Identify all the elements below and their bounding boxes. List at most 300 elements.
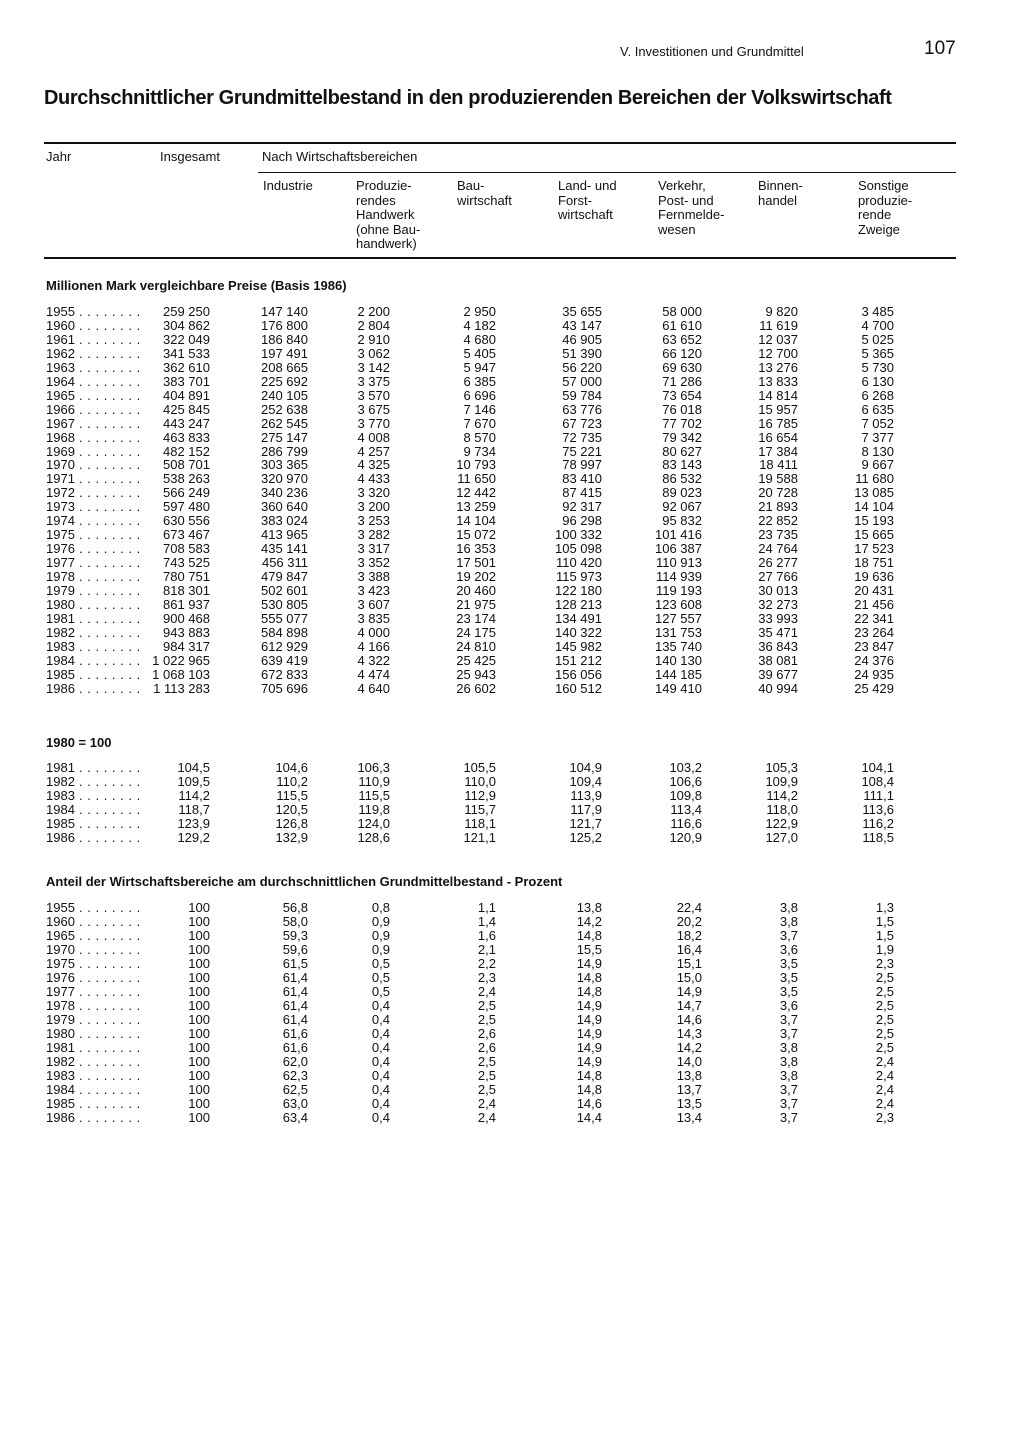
cell-sonstige: 24 376 — [854, 652, 894, 668]
cell-verkehr-post: 110 913 — [655, 555, 702, 571]
cell-industrie: 320 970 — [261, 471, 308, 487]
cell-binnenhandel: 3,7 — [779, 1012, 798, 1027]
cell-verkehr-post: 95 832 — [662, 513, 702, 529]
cell-binnenhandel: 109,9 — [765, 774, 798, 789]
cell-insgesamt: 538 263 — [163, 471, 210, 487]
cell-year: 1982 . . . — [46, 1055, 141, 1069]
cell-bauwirtschaft: 118,1 — [464, 816, 496, 831]
cell-land-forstwirtschaft: 115 973 — [555, 569, 602, 585]
cell-sonstige: 21 456 — [854, 596, 894, 612]
cell-verkehr-post: 22,4 — [676, 900, 702, 915]
cell-year: 1979 . . . — [46, 1013, 141, 1027]
cell-sonstige: 9 667 — [861, 457, 894, 473]
cell-bauwirtschaft: 2 950 — [463, 304, 496, 319]
header-handwerk: Produzie- rendes Handwerk (ohne Bau- handwerk) — [356, 178, 421, 252]
table-row — [0, 584, 1024, 598]
cell-sonstige: 11 680 — [855, 471, 894, 487]
cell-land-forstwirtschaft: 57 000 — [562, 373, 602, 389]
cell-bauwirtschaft: 9 734 — [463, 443, 496, 459]
cell-land-forstwirtschaft: 35 655 — [562, 304, 602, 319]
cell-year: 1983 . . . — [46, 640, 141, 654]
cell-bauwirtschaft: 11 650 — [457, 471, 496, 487]
cell-year: 1981 . . . — [46, 612, 141, 626]
cell-handwerk: 0,8 — [371, 900, 390, 915]
cell-insgesamt: 463 833 — [163, 429, 210, 445]
cell-verkehr-post: 123 608 — [655, 596, 702, 612]
cell-year: 1970 . . . — [46, 943, 141, 957]
cell-industrie: 176 800 — [261, 317, 308, 333]
cell-bauwirtschaft: 13 259 — [456, 499, 496, 515]
cell-land-forstwirtschaft: 145 982 — [555, 638, 602, 654]
cell-year: 1981 . . . — [46, 1041, 141, 1055]
cell-bauwirtschaft: 7 670 — [463, 415, 496, 431]
cell-industrie: 126,8 — [275, 816, 308, 831]
cell-bauwirtschaft: 2,5 — [477, 1068, 496, 1083]
cell-verkehr-post: 113,4 — [670, 802, 702, 817]
cell-handwerk: 124,0 — [357, 816, 390, 831]
cell-verkehr-post: 120,9 — [669, 830, 702, 845]
cell-sonstige: 113,6 — [862, 802, 894, 817]
cell-handwerk: 115,5 — [358, 788, 390, 803]
cell-handwerk: 2 804 — [357, 317, 390, 333]
header-group: Nach Wirtschaftsbereichen — [262, 149, 418, 164]
table-row — [0, 375, 1024, 389]
cell-sonstige: 2,4 — [875, 1096, 894, 1111]
cell-binnenhandel: 3,7 — [779, 1026, 798, 1041]
cell-sonstige: 4 700 — [861, 317, 894, 333]
cell-year: 1985 . . . — [46, 817, 141, 831]
cell-verkehr-post: 106,6 — [669, 774, 702, 789]
cell-land-forstwirtschaft: 14,9 — [576, 1012, 602, 1027]
table-row — [0, 431, 1024, 445]
cell-insgesamt: 259 250 — [163, 304, 210, 319]
cell-handwerk: 3 375 — [357, 373, 390, 389]
table-row — [0, 612, 1024, 626]
cell-bauwirtschaft: 25 425 — [456, 652, 496, 668]
cell-land-forstwirtschaft: 109,4 — [569, 774, 602, 789]
cell-land-forstwirtschaft: 59 784 — [562, 387, 602, 403]
cell-sonstige: 116,2 — [862, 816, 894, 831]
cell-verkehr-post: 140 130 — [655, 652, 702, 668]
table-row — [0, 347, 1024, 361]
cell-bauwirtschaft: 26 602 — [456, 680, 496, 696]
cell-insgesamt: 100 — [188, 942, 210, 957]
cell-land-forstwirtschaft: 75 221 — [562, 443, 602, 459]
cell-sonstige: 2,5 — [875, 970, 894, 985]
cell-year: 1965 . . . — [46, 389, 141, 403]
cell-bauwirtschaft: 24 175 — [456, 624, 496, 640]
cell-binnenhandel: 14 814 — [758, 387, 798, 403]
cell-bauwirtschaft: 2,5 — [477, 1012, 496, 1027]
cell-bauwirtschaft: 23 174 — [456, 610, 496, 626]
cell-insgesamt: 100 — [188, 1054, 210, 1069]
table-row — [0, 831, 1024, 845]
cell-verkehr-post: 92 067 — [662, 499, 702, 515]
cell-land-forstwirtschaft: 140 322 — [555, 624, 602, 640]
cell-insgesamt: 425 845 — [163, 401, 210, 417]
header-jahr: Jahr — [46, 149, 72, 164]
cell-insgesamt: 1 068 103 — [152, 666, 210, 682]
cell-handwerk: 0,4 — [371, 1082, 390, 1097]
cell-land-forstwirtschaft: 56 220 — [562, 359, 602, 375]
cell-sonstige: 20 431 — [854, 583, 894, 598]
header-binnen: Binnen- handel — [758, 178, 803, 208]
cell-insgesamt: 597 480 — [163, 499, 210, 515]
cell-land-forstwirtschaft: 13,8 — [576, 900, 602, 915]
cell-bauwirtschaft: 4 680 — [463, 331, 496, 347]
cell-binnenhandel: 3,8 — [779, 1040, 798, 1055]
cell-binnenhandel: 3,5 — [779, 970, 798, 985]
cell-bauwirtschaft: 15 072 — [456, 527, 496, 543]
cell-insgesamt: 508 701 — [163, 457, 210, 473]
cell-insgesamt: 404 891 — [163, 387, 210, 403]
cell-insgesamt: 100 — [188, 998, 210, 1013]
cell-sonstige: 23 264 — [854, 624, 894, 640]
cell-sonstige: 15 665 — [854, 527, 894, 543]
table-row — [0, 472, 1024, 486]
cell-verkehr-post: 66 120 — [662, 345, 702, 361]
cell-verkehr-post: 101 416 — [655, 527, 702, 543]
cell-year: 1984 . . . — [46, 803, 141, 817]
cell-verkehr-post: 89 023 — [662, 485, 702, 501]
cell-binnenhandel: 122,9 — [765, 816, 798, 831]
cell-sonstige: 3 485 — [861, 304, 894, 319]
cell-land-forstwirtschaft: 156 056 — [555, 666, 602, 682]
cell-verkehr-post: 127 557 — [655, 610, 702, 626]
cell-insgesamt: 100 — [188, 984, 210, 999]
cell-sonstige: 17 523 — [854, 541, 894, 557]
cell-bauwirtschaft: 2,2 — [477, 956, 496, 971]
cell-year: 1976 . . . — [46, 542, 141, 556]
cell-verkehr-post: 109,8 — [669, 788, 702, 803]
cell-handwerk: 110,9 — [358, 774, 390, 789]
table-row — [0, 957, 1024, 971]
cell-handwerk: 4 325 — [357, 457, 390, 473]
running-head: V. Investitionen und Grundmittel — [620, 44, 804, 59]
cell-handwerk: 2 910 — [357, 331, 390, 347]
cell-bauwirtschaft: 2,4 — [477, 1096, 496, 1111]
cell-industrie: 59,3 — [282, 928, 308, 943]
cell-verkehr-post: 86 532 — [662, 471, 702, 487]
cell-insgesamt: 100 — [188, 928, 210, 943]
cell-handwerk: 3 282 — [357, 527, 390, 543]
cell-land-forstwirtschaft: 160 512 — [555, 680, 602, 696]
cell-binnenhandel: 36 843 — [758, 638, 798, 654]
table-row — [0, 626, 1024, 640]
table-row — [0, 803, 1024, 817]
cell-binnenhandel: 12 037 — [758, 331, 798, 347]
cell-insgesamt: 100 — [188, 1110, 210, 1125]
cell-land-forstwirtschaft: 104,9 — [569, 760, 602, 775]
table-row — [0, 654, 1024, 668]
cell-land-forstwirtschaft: 72 735 — [562, 429, 602, 445]
cell-verkehr-post: 61 610 — [662, 317, 702, 333]
cell-verkehr-post: 14,2 — [676, 1040, 702, 1055]
cell-industrie: 275 147 — [261, 429, 308, 445]
cell-verkehr-post: 13,5 — [676, 1096, 702, 1111]
cell-handwerk: 3 200 — [357, 499, 390, 515]
cell-handwerk: 0,4 — [371, 1054, 390, 1069]
cell-binnenhandel: 127,0 — [765, 830, 798, 845]
cell-verkehr-post: 14,7 — [676, 998, 702, 1013]
cell-verkehr-post: 13,4 — [676, 1110, 702, 1125]
cell-insgesamt: 322 049 — [163, 331, 210, 347]
cell-handwerk: 106,3 — [357, 760, 390, 775]
cell-handwerk: 0,9 — [371, 928, 390, 943]
cell-insgesamt: 1 022 965 — [152, 652, 210, 668]
cell-handwerk: 3 423 — [357, 583, 390, 598]
cell-verkehr-post: 131 753 — [655, 624, 702, 640]
table-row — [0, 971, 1024, 985]
cell-binnenhandel: 17 384 — [758, 443, 798, 459]
section-title: Anteil der Wirtschaftsbereiche am durchschnittlichen Grundmittelbestand - Prozent — [46, 874, 563, 889]
table-row — [0, 682, 1024, 696]
cell-bauwirtschaft: 10 793 — [456, 457, 496, 473]
table-row — [0, 1055, 1024, 1069]
cell-binnenhandel: 22 852 — [758, 513, 798, 529]
cell-insgesamt: 304 862 — [163, 317, 210, 333]
cell-sonstige: 2,3 — [875, 956, 894, 971]
cell-bauwirtschaft: 7 146 — [463, 401, 496, 417]
cell-handwerk: 4 166 — [357, 638, 390, 654]
cell-bauwirtschaft: 2,5 — [477, 998, 496, 1013]
cell-verkehr-post: 116,6 — [670, 816, 702, 831]
cell-handwerk: 4 257 — [357, 443, 390, 459]
cell-handwerk: 3 607 — [357, 596, 390, 612]
table-row — [0, 761, 1024, 775]
cell-insgesamt: 114,2 — [178, 788, 210, 803]
cell-industrie: 286 799 — [261, 443, 308, 459]
table-row — [0, 985, 1024, 999]
cell-binnenhandel: 23 735 — [758, 527, 798, 543]
cell-bauwirtschaft: 2,4 — [477, 984, 496, 999]
cell-sonstige: 2,5 — [875, 1040, 894, 1055]
cell-land-forstwirtschaft: 117,9 — [570, 802, 602, 817]
table-row — [0, 570, 1024, 584]
cell-land-forstwirtschaft: 14,9 — [576, 998, 602, 1013]
cell-bauwirtschaft: 24 810 — [456, 638, 496, 654]
cell-industrie: 225 692 — [261, 373, 308, 389]
table-row — [0, 775, 1024, 789]
cell-land-forstwirtschaft: 15,5 — [576, 942, 602, 957]
cell-year: 1963 . . . — [46, 361, 141, 375]
cell-industrie: 413 965 — [261, 527, 308, 543]
cell-sonstige: 23 847 — [854, 638, 894, 654]
cell-industrie: 360 640 — [261, 499, 308, 515]
cell-handwerk: 3 770 — [357, 415, 390, 431]
cell-binnenhandel: 3,5 — [779, 984, 798, 999]
cell-sonstige: 7 052 — [861, 415, 894, 431]
cell-handwerk: 3 352 — [357, 555, 390, 571]
cell-insgesamt: 100 — [188, 1026, 210, 1041]
cell-land-forstwirtschaft: 14,8 — [576, 970, 602, 985]
cell-insgesamt: 100 — [188, 1012, 210, 1027]
table-row — [0, 458, 1024, 472]
cell-industrie: 612 929 — [261, 638, 308, 654]
cell-handwerk: 3 388 — [357, 569, 390, 585]
cell-land-forstwirtschaft: 92 317 — [562, 499, 602, 515]
cell-land-forstwirtschaft: 110 420 — [555, 555, 602, 571]
cell-year: 1955 . . . — [46, 901, 141, 915]
cell-binnenhandel: 3,8 — [779, 914, 798, 929]
cell-land-forstwirtschaft: 151 212 — [555, 652, 602, 668]
cell-industrie: 147 140 — [261, 304, 308, 319]
cell-verkehr-post: 13,7 — [676, 1082, 702, 1097]
cell-industrie: 383 024 — [261, 513, 308, 529]
cell-bauwirtschaft: 16 353 — [456, 541, 496, 557]
cell-sonstige: 14 104 — [854, 499, 894, 515]
cell-year: 1981 . . . — [46, 761, 141, 775]
page-number: 107 — [924, 38, 956, 59]
table-row — [0, 1027, 1024, 1041]
cell-land-forstwirtschaft: 67 723 — [562, 415, 602, 431]
cell-binnenhandel: 3,8 — [779, 1054, 798, 1069]
cell-year: 1967 . . . — [46, 417, 141, 431]
table-row — [0, 901, 1024, 915]
cell-year: 1970 . . . — [46, 458, 141, 472]
cell-sonstige: 2,5 — [875, 984, 894, 999]
cell-handwerk: 0,4 — [371, 998, 390, 1013]
cell-binnenhandel: 3,7 — [779, 1082, 798, 1097]
cell-year: 1973 . . . — [46, 500, 141, 514]
cell-verkehr-post: 149 410 — [655, 680, 702, 696]
header-sonstige: Sonstige produzie- rende Zweige — [858, 178, 913, 237]
table-row — [0, 1013, 1024, 1027]
cell-land-forstwirtschaft: 51 390 — [562, 345, 602, 361]
table-row — [0, 389, 1024, 403]
cell-industrie: 705 696 — [261, 680, 308, 696]
cell-bauwirtschaft: 4 182 — [463, 317, 496, 333]
header-industrie: Industrie — [263, 178, 313, 193]
table-row — [0, 542, 1024, 556]
cell-insgesamt: 100 — [188, 1040, 210, 1055]
cell-industrie: 58,0 — [282, 914, 308, 929]
cell-land-forstwirtschaft: 14,8 — [576, 1068, 602, 1083]
cell-binnenhandel: 27 766 — [758, 569, 798, 585]
header-insgesamt: Insgesamt — [160, 149, 220, 164]
cell-industrie: 240 105 — [261, 387, 308, 403]
cell-binnenhandel: 114,2 — [766, 788, 798, 803]
cell-land-forstwirtschaft: 14,4 — [576, 1110, 602, 1125]
cell-insgesamt: 1 113 283 — [153, 680, 210, 696]
table-row — [0, 1069, 1024, 1083]
table-row — [0, 1097, 1024, 1111]
cell-bauwirtschaft: 2,4 — [477, 1110, 496, 1125]
cell-insgesamt: 341 533 — [163, 345, 210, 361]
table-row — [0, 789, 1024, 803]
cell-sonstige: 24 935 — [854, 666, 894, 682]
cell-industrie: 62,3 — [282, 1068, 308, 1083]
cell-binnenhandel: 15 957 — [758, 401, 798, 417]
cell-insgesamt: 708 583 — [163, 541, 210, 557]
cell-sonstige: 25 429 — [854, 680, 894, 696]
cell-binnenhandel: 13 276 — [758, 359, 798, 375]
cell-insgesamt: 482 152 — [163, 443, 210, 459]
cell-bauwirtschaft: 20 460 — [456, 583, 496, 598]
cell-binnenhandel: 11 619 — [759, 317, 798, 333]
cell-bauwirtschaft: 21 975 — [456, 596, 496, 612]
cell-year: 1984 . . . — [46, 1083, 141, 1097]
cell-industrie: 59,6 — [282, 942, 308, 957]
cell-industrie: 61,4 — [282, 970, 308, 985]
cell-binnenhandel: 118,0 — [766, 802, 798, 817]
cell-handwerk: 0,4 — [371, 1096, 390, 1111]
cell-industrie: 104,6 — [275, 760, 308, 775]
cell-bauwirtschaft: 105,5 — [463, 760, 496, 775]
cell-bauwirtschaft: 1,1 — [477, 900, 496, 915]
cell-insgesamt: 100 — [188, 970, 210, 985]
cell-sonstige: 2,3 — [875, 1110, 894, 1125]
cell-insgesamt: 129,2 — [177, 830, 210, 845]
cell-handwerk: 2 200 — [357, 304, 390, 319]
cell-year: 1972 . . . — [46, 486, 141, 500]
header-land: Land- und Forst- wirtschaft — [558, 178, 617, 223]
table-row — [0, 929, 1024, 943]
cell-land-forstwirtschaft: 96 298 — [562, 513, 602, 529]
cell-year: 1962 . . . — [46, 347, 141, 361]
cell-handwerk: 0,9 — [371, 942, 390, 957]
cell-handwerk: 0,4 — [371, 1110, 390, 1125]
cell-land-forstwirtschaft: 122 180 — [555, 583, 602, 598]
cell-sonstige: 2,4 — [875, 1082, 894, 1097]
cell-handwerk: 0,5 — [371, 956, 390, 971]
cell-industrie: 584 898 — [261, 624, 308, 640]
cell-bauwirtschaft: 14 104 — [456, 513, 496, 529]
cell-insgesamt: 743 525 — [163, 555, 210, 571]
cell-handwerk: 4 000 — [357, 624, 390, 640]
cell-land-forstwirtschaft: 100 332 — [555, 527, 602, 543]
cell-bauwirtschaft: 5 947 — [463, 359, 496, 375]
cell-sonstige: 7 377 — [861, 429, 894, 445]
cell-year: 1986 . . . — [46, 1111, 141, 1125]
cell-industrie: 110,2 — [276, 774, 308, 789]
cell-insgesamt: 118,7 — [178, 802, 210, 817]
cell-bauwirtschaft: 6 385 — [463, 373, 496, 389]
table-row — [0, 640, 1024, 654]
cell-verkehr-post: 83 143 — [662, 457, 702, 473]
cell-land-forstwirtschaft: 43 147 — [562, 317, 602, 333]
cell-land-forstwirtschaft: 78 997 — [562, 457, 602, 473]
cell-handwerk: 0,4 — [371, 1040, 390, 1055]
cell-sonstige: 2,5 — [875, 1026, 894, 1041]
cell-land-forstwirtschaft: 14,9 — [576, 1026, 602, 1041]
cell-industrie: 62,5 — [282, 1082, 308, 1097]
table-row — [0, 1111, 1024, 1125]
cell-handwerk: 0,4 — [371, 1012, 390, 1027]
cell-binnenhandel: 32 273 — [758, 596, 798, 612]
cell-binnenhandel: 39 677 — [758, 666, 798, 682]
cell-handwerk: 3 253 — [357, 513, 390, 529]
cell-insgesamt: 984 317 — [163, 638, 210, 654]
cell-year: 1975 . . . — [46, 957, 141, 971]
cell-year: 1980 . . . — [46, 1027, 141, 1041]
cell-insgesamt: 100 — [188, 1096, 210, 1111]
cell-land-forstwirtschaft: 113,9 — [570, 788, 602, 803]
cell-bauwirtschaft: 5 405 — [463, 345, 496, 361]
cell-bauwirtschaft: 2,1 — [477, 942, 496, 957]
cell-year: 1977 . . . — [46, 985, 141, 999]
cell-verkehr-post: 144 185 — [655, 666, 702, 682]
cell-year: 1986 . . . — [46, 682, 141, 696]
table-row — [0, 1083, 1024, 1097]
cell-verkehr-post: 15,0 — [676, 970, 702, 985]
cell-handwerk: 4 640 — [357, 680, 390, 696]
cell-land-forstwirtschaft: 14,8 — [576, 928, 602, 943]
table-row — [0, 668, 1024, 682]
cell-verkehr-post: 63 652 — [662, 331, 702, 347]
cell-year: 1983 . . . — [46, 1069, 141, 1083]
cell-bauwirtschaft: 19 202 — [456, 569, 496, 585]
